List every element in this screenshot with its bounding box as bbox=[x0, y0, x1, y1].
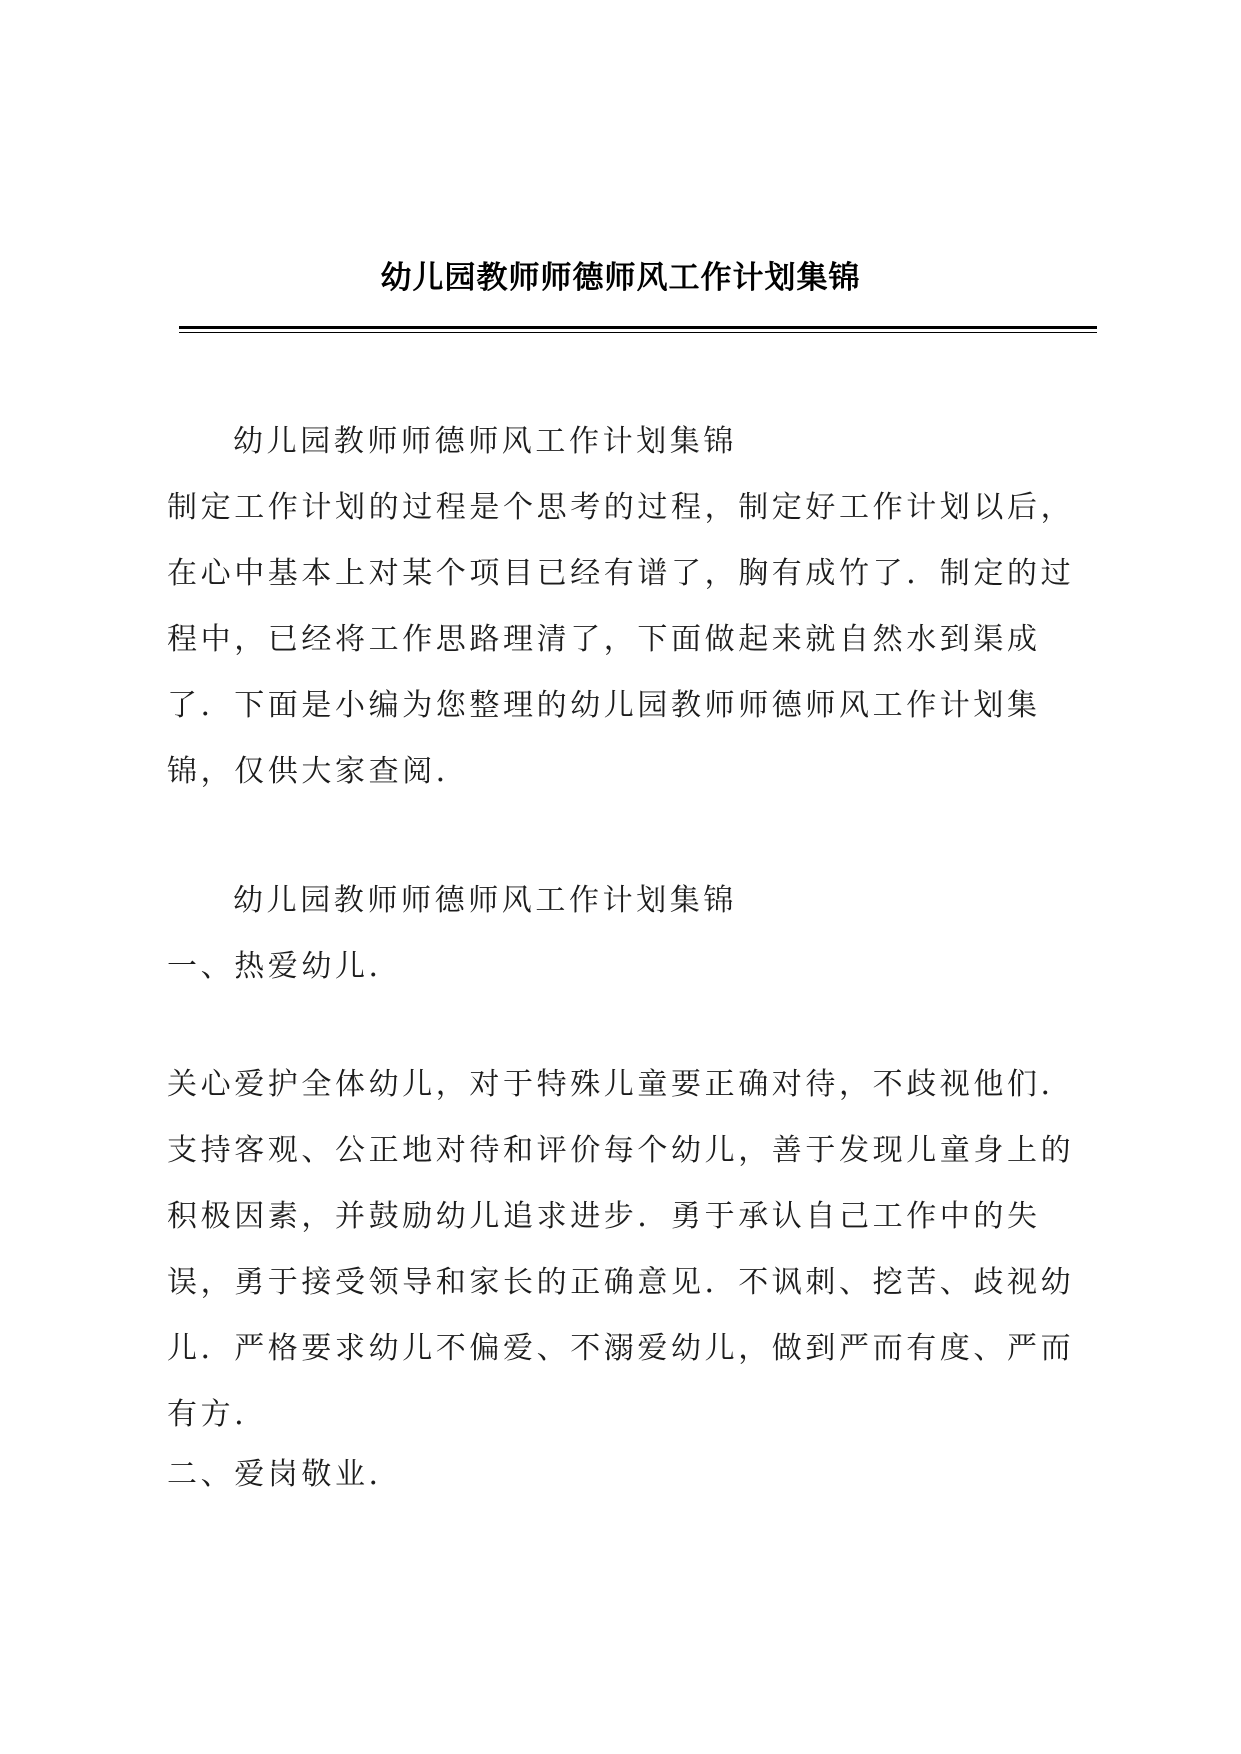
intro-heading: 幼儿园教师师德师风工作计划集锦 bbox=[233, 424, 737, 459]
document-title: 幼儿园教师师德师风工作计划集锦 bbox=[380, 260, 861, 296]
section1-paragraph: 关心爱护全体幼儿，对于特殊儿童要正确对待，不歧视他们．支持客观、公正地对待和评价每个幼儿，善于发现儿童身上的积极因素，并鼓励幼儿追求进步．勇于承认自己工作中的失误，勇于接受领导和家长的正确意见．不讽刺、挖苦、歧视幼儿．严格要求幼儿不偏爱、不溺爱幼儿，做到严而有度、严而有方． bbox=[167, 1067, 1075, 1432]
intro-paragraph: 制定工作计划的过程是个思考的过程，制定好工作计划以后，在心中基本上对某个项目已经有谱了，胸有成竹了．制定的过程中，已经将工作思路理清了，下面做起来就自然水到渠成了．下面是小编为您整理的幼儿园教师师德师风工作计划集锦，仅供大家查阅． bbox=[167, 490, 1075, 789]
section1-title: 一、热爱幼儿． bbox=[167, 949, 403, 984]
section-heading: 幼儿园教师师德师风工作计划集锦 bbox=[233, 883, 737, 918]
section2-block bbox=[167, 1442, 1091, 1508]
title-rule-thin bbox=[179, 332, 1097, 333]
section2-title: 二、爱岗敬业． bbox=[167, 1457, 403, 1492]
intro-block bbox=[167, 409, 1091, 805]
section-block bbox=[167, 868, 1091, 1000]
section1-block bbox=[167, 1052, 1091, 1448]
title-rule-thick bbox=[179, 326, 1097, 329]
